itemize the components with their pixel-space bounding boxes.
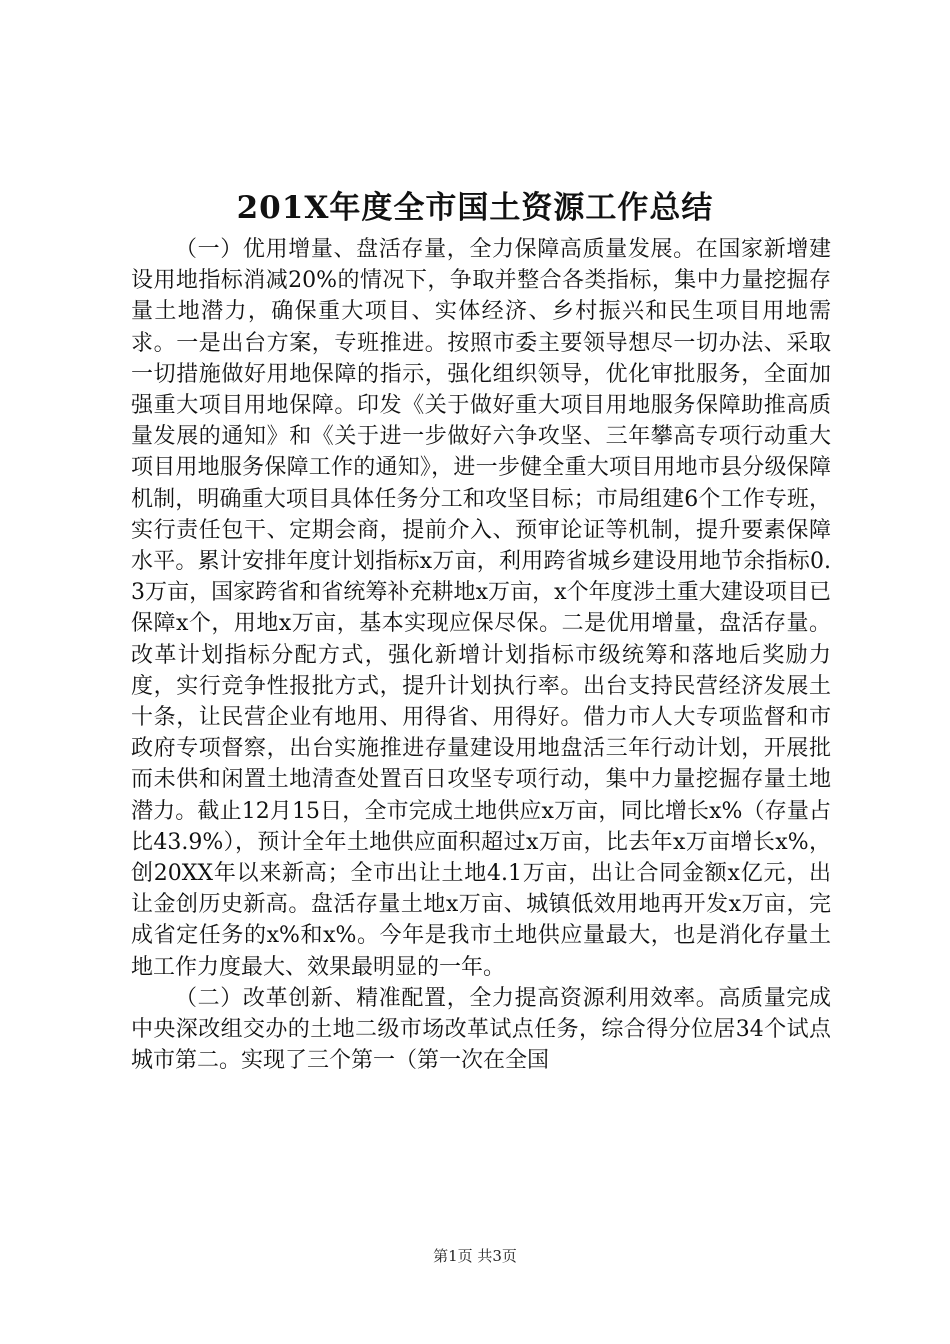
paragraph-2: （二）改革创新、精准配置，全力提高资源利用效率。高质量完成中央深改组交办的土地二级市场改革试点任务，综合得分位居34个试点城市第二。实现了三个第一（第一次在全国: [131, 985, 831, 1074]
page-number-footer: 第1页 共3页: [433, 1247, 517, 1265]
paragraph-1: （一）优用增量、盘活存量，全力保障高质量发展。在国家新增建设用地指标消减20%的情况下，争取并整合各类指标，集中力量挖掘存量土地潜力，确保重大项目、实体经济、乡村振兴和民生项目用地需求。一是出台方案，专班推进。按照市委主要领导想尽一切办法、采取一切措施做好用地保障的指示，强化组织领导，优化审批服务，全面加强重大项目用地保障。印发《关于做好重大项目用地服务保障助推高质量发展的通知》和《关于进一步做好六争攻坚、三年攀高专项行动重大项目用地服务保障工作的通知》，进一步健全重大项目用地市县分级保障机制，明确重大项目具体任务分工和攻坚目标；市局组建6个工作专班，实行责任包干、定期会商，提前介入、预审论证等机制，提升要素保障水平。累计安排年度计划指标x万亩，利用跨省城乡建设用地节余指标0.3万亩，国家跨省和省统筹补充耕地x万亩，x个年度涉土重大建设项目已保障x个，用地x万亩，基本实现应保尽保。二是优用增量，盘活存量。改革计划指标分配方式，强化新增计划指标市级统筹和落地后奖励力度，实行竞争性报批方式，提升计划执行率。出台支持民营经济发展土十条，让民营企业有地用、用得省、用得好。借力市人大专项监督和市政府专项督察，出台实施推进存量建设用地盘活三年行动计划，开展批而未供和闲置土地清查处置百日攻坚专项行动，集中力量挖掘存量土地潜力。截止12月15日，全市完成土地供应x万亩，同比增长x%（存量占比43.9%），预计全年土地供应面积超过x万亩，比去年x万亩增长x%，创20XX年以来新高；全市出让土地4.1万亩，出让合同金额x亿元，出让金创历史新高。盘活存量土地x万亩、城镇低效用地再开发x万亩，完成省定任务的x%和x%。今年是我市土地供应量最大，也是消化存量土地工作力度最大、效果最明显的一年。: [131, 237, 831, 980]
document-body: [131, 234, 831, 1076]
document-title: 201X年度全市国土资源工作总结: [236, 190, 714, 226]
